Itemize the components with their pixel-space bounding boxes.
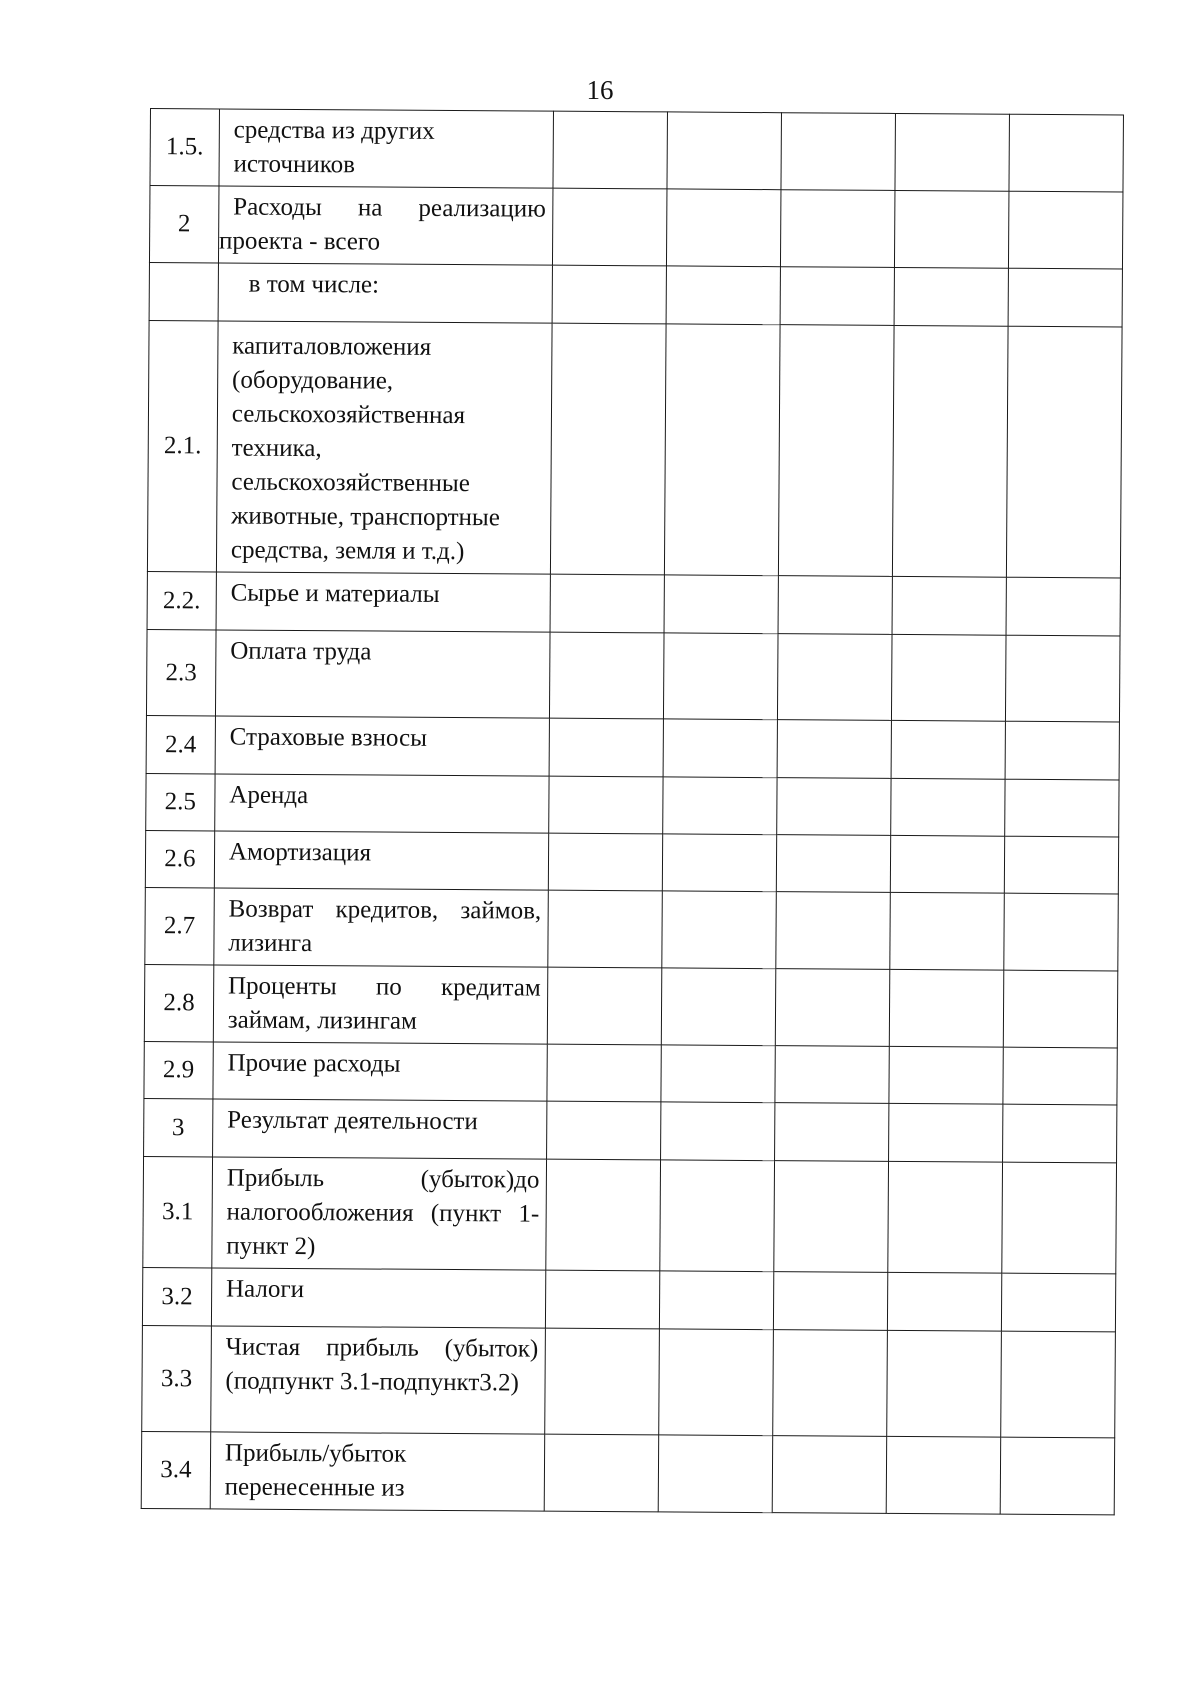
value-cell[interactable]	[662, 834, 776, 892]
value-cell[interactable]	[547, 890, 662, 968]
financial-plan-table-sheet	[141, 108, 1124, 1515]
value-cell[interactable]	[772, 1436, 887, 1514]
value-cell[interactable]	[892, 325, 1008, 577]
row-description: средства из других источников	[219, 109, 553, 188]
value-cell[interactable]	[1002, 1104, 1117, 1163]
row-description: Оплата труда	[215, 630, 549, 718]
value-cell[interactable]	[546, 1044, 660, 1102]
value-cell[interactable]	[775, 969, 890, 1047]
value-cell[interactable]	[1008, 268, 1123, 327]
value-cell[interactable]	[548, 833, 662, 891]
value-cell[interactable]	[1005, 779, 1120, 837]
row-description: Прибыль/убыток перенесенные из	[210, 1432, 544, 1511]
value-cell[interactable]	[544, 1434, 659, 1512]
table-row	[143, 1156, 1117, 1273]
row-description: Страховые взносы	[215, 716, 549, 776]
value-cell[interactable]	[667, 112, 782, 190]
value-cell[interactable]	[1003, 970, 1118, 1048]
row-number: 3	[144, 1098, 213, 1156]
value-cell[interactable]	[550, 323, 666, 575]
value-cell[interactable]	[1004, 893, 1119, 971]
table-row	[146, 715, 1119, 779]
value-cell[interactable]	[662, 777, 776, 835]
value-cell[interactable]	[886, 1436, 1001, 1514]
table-row	[149, 186, 1122, 269]
value-cell[interactable]	[552, 188, 667, 266]
financial-plan-table	[141, 108, 1124, 1515]
value-cell[interactable]	[664, 324, 780, 576]
value-cell[interactable]	[887, 1272, 1001, 1331]
value-cell[interactable]	[549, 718, 663, 777]
value-cell[interactable]	[546, 1101, 660, 1160]
table-row	[145, 887, 1118, 970]
table-row	[142, 1325, 1116, 1437]
row-description: Сырье и материалы	[216, 572, 550, 632]
value-cell[interactable]	[1002, 1162, 1117, 1274]
row-description: Прочие расходы	[213, 1042, 547, 1101]
value-cell[interactable]	[780, 267, 894, 326]
value-cell[interactable]	[895, 113, 1010, 191]
table-row	[141, 1431, 1114, 1514]
row-number: 2	[149, 186, 218, 263]
row-description: Налоги	[211, 1268, 545, 1328]
value-cell[interactable]	[659, 1160, 774, 1272]
row-number: 2.1.	[147, 320, 218, 571]
row-description: Чистая прибыль (убыток)(подпункт 3.1-подпункт3.2)	[211, 1326, 545, 1434]
row-description: Расходы на реализацию проекта - всего	[218, 186, 552, 265]
value-cell[interactable]	[773, 1161, 888, 1273]
value-cell[interactable]	[777, 634, 892, 721]
value-cell[interactable]	[552, 265, 666, 324]
value-cell[interactable]	[777, 720, 891, 779]
value-cell[interactable]	[1009, 114, 1124, 192]
value-cell[interactable]	[890, 778, 1004, 836]
value-cell[interactable]	[889, 1046, 1003, 1104]
table-row	[144, 1098, 1117, 1162]
value-cell[interactable]	[547, 967, 662, 1045]
table-row	[147, 320, 1122, 577]
value-cell[interactable]	[548, 776, 662, 834]
value-cell[interactable]	[545, 1270, 659, 1329]
value-cell[interactable]	[658, 1435, 773, 1513]
row-description: Аренда	[215, 774, 549, 833]
value-cell[interactable]	[663, 633, 778, 720]
table-row	[150, 109, 1123, 192]
row-number: 2.5	[146, 773, 215, 830]
value-cell[interactable]	[1006, 326, 1122, 578]
row-number: 2.6	[145, 830, 214, 887]
value-cell[interactable]	[778, 576, 892, 635]
value-cell[interactable]	[549, 632, 664, 719]
value-cell[interactable]	[1006, 577, 1121, 636]
value-cell[interactable]	[1001, 1273, 1116, 1332]
value-cell[interactable]	[776, 835, 890, 893]
value-cell[interactable]	[781, 113, 896, 191]
value-cell[interactable]	[664, 575, 778, 634]
value-cell[interactable]	[553, 111, 668, 189]
table-row	[145, 830, 1118, 893]
table-row	[149, 262, 1122, 326]
value-cell[interactable]	[1001, 1331, 1116, 1438]
table-row	[147, 571, 1120, 635]
value-cell[interactable]	[890, 892, 1005, 970]
value-cell[interactable]	[891, 720, 1005, 779]
value-cell[interactable]	[776, 778, 890, 836]
value-cell[interactable]	[1008, 191, 1123, 269]
row-number: 2.7	[145, 887, 214, 964]
page-number: 16	[586, 75, 614, 105]
value-cell[interactable]	[775, 1046, 889, 1104]
value-cell[interactable]	[886, 1330, 1001, 1437]
table-row	[146, 773, 1119, 836]
value-cell[interactable]	[661, 1045, 775, 1103]
value-cell[interactable]	[659, 1271, 773, 1330]
value-cell[interactable]	[1005, 721, 1120, 780]
value-cell[interactable]	[1004, 836, 1119, 894]
value-cell[interactable]	[894, 267, 1008, 326]
value-cell[interactable]	[666, 189, 781, 267]
row-description: Проценты по кредитам займам, лизингам	[213, 965, 547, 1044]
value-cell[interactable]	[660, 1102, 774, 1161]
row-description: Возврат кредитов, займов, лизинга	[214, 888, 548, 967]
row-number: 2.3	[146, 629, 215, 715]
row-number: 2.4	[146, 715, 215, 773]
value-cell[interactable]	[661, 968, 776, 1046]
row-number: 2.8	[144, 964, 213, 1041]
table-row	[144, 1041, 1117, 1104]
value-cell[interactable]	[888, 1161, 1003, 1273]
row-description: в том числе:	[218, 263, 552, 323]
value-cell[interactable]	[774, 1103, 888, 1162]
value-cell[interactable]	[663, 719, 777, 778]
row-number: 3.4	[141, 1431, 210, 1508]
value-cell[interactable]	[778, 325, 894, 577]
value-cell[interactable]	[891, 634, 1006, 721]
value-cell[interactable]	[658, 1329, 773, 1436]
value-cell[interactable]	[1000, 1437, 1115, 1515]
value-cell[interactable]	[1005, 635, 1120, 722]
table-row	[142, 1267, 1115, 1331]
value-cell[interactable]	[888, 1103, 1002, 1162]
row-description: Амортизация	[214, 831, 548, 890]
row-number	[149, 262, 218, 320]
value-cell[interactable]	[780, 190, 895, 268]
value-cell[interactable]	[775, 892, 890, 970]
table-row	[146, 629, 1120, 721]
row-number: 2.2.	[147, 571, 216, 629]
value-cell[interactable]	[550, 574, 664, 633]
value-cell[interactable]	[1003, 1047, 1118, 1105]
value-cell[interactable]	[545, 1159, 660, 1271]
value-cell[interactable]	[889, 969, 1004, 1047]
value-cell[interactable]	[894, 190, 1009, 268]
row-description: Прибыль (убыток)до налогообложения (пункт 1-пункт 2)	[212, 1157, 546, 1270]
row-number: 3.2	[142, 1267, 211, 1325]
value-cell[interactable]	[773, 1272, 887, 1331]
row-number: 2.9	[144, 1041, 213, 1098]
value-cell[interactable]	[544, 1328, 659, 1435]
row-number: 3.1	[143, 1156, 213, 1267]
value-cell[interactable]	[666, 266, 780, 325]
value-cell[interactable]	[661, 891, 776, 969]
row-description: Результат деятельности	[212, 1099, 546, 1159]
row-number: 3.3	[142, 1325, 212, 1431]
row-description: капиталовложения (оборудование, сельскохозяйственная техника, сельскохозяйственные животные, транспортные средства, земля и т.д.)	[216, 321, 551, 574]
value-cell[interactable]	[892, 576, 1006, 635]
table-row	[144, 964, 1117, 1047]
value-cell[interactable]	[772, 1330, 887, 1437]
row-number: 1.5.	[150, 109, 219, 186]
value-cell[interactable]	[890, 835, 1004, 893]
